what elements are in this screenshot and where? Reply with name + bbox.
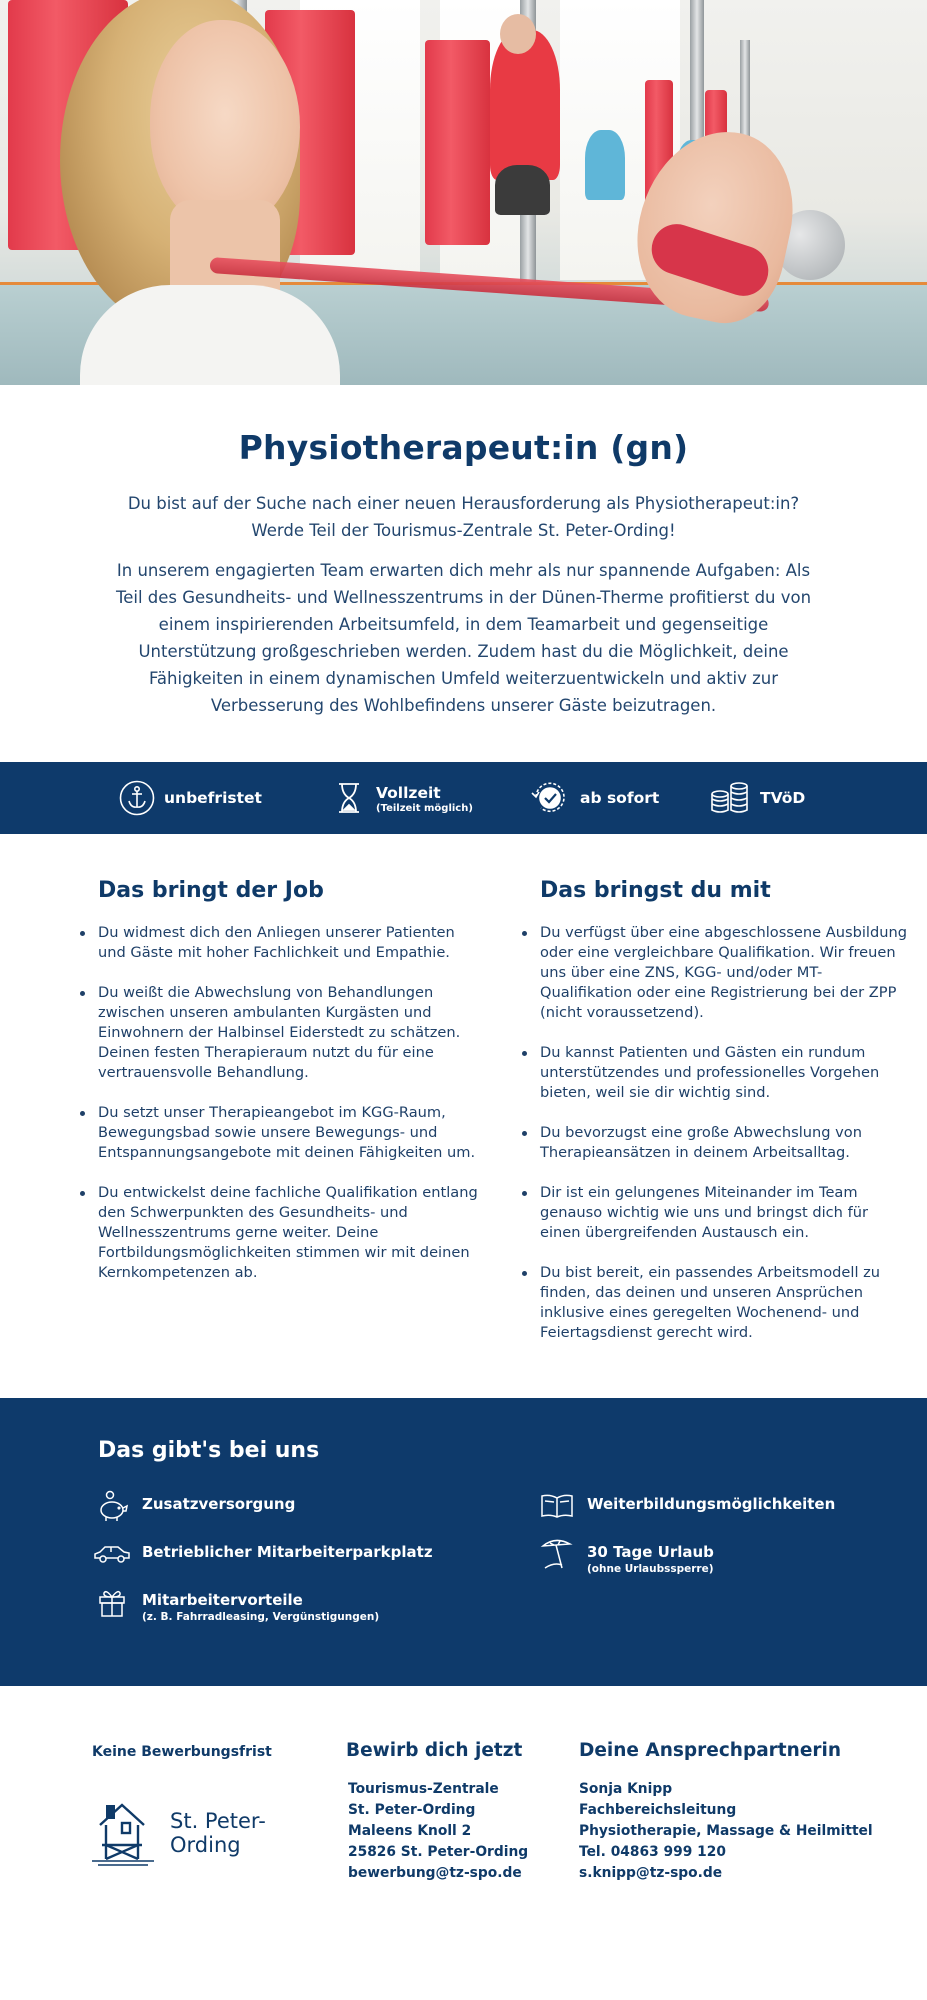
- list-item: Du entwickelst deine fachliche Qualifikation entlang den Schwerpunkten des Gesundheits- und Wellnesszentrums gerne weiter. Deine Fortbildungsmöglichkeiten stimmen wir mit deinen Kernkompetenzen ab.: [98, 1184, 478, 1281]
- hourglass-icon: [330, 779, 368, 817]
- benefit-label: Betrieblicher Mitarbeiterparkplatz: [142, 1543, 433, 1561]
- contact-heading-wrap: [579, 1740, 841, 1761]
- fact-label: TVöD: [760, 789, 806, 807]
- contact-department: Physiotherapie, Massage & Heilmittel: [579, 1823, 873, 1839]
- benefits-heading: Das gibt's bei uns: [98, 1438, 320, 1463]
- list-item: Du kannst Patienten und Gästen ein rundum unterstützendes und professionelles Vorgehen bieten, weil sie dir wichtig sind.: [540, 1043, 910, 1103]
- company-logo: [92, 1795, 292, 1870]
- fact-label: ab sofort: [580, 789, 660, 807]
- hero-image: [0, 0, 927, 385]
- benefit-training: [537, 1490, 835, 1522]
- list-item: Dir ist ein gelungenes Miteinander im Team genauso wichtig wie uns und bringst dich für einen übergreifenden Austausch ein.: [540, 1183, 910, 1243]
- requirements-section: [540, 878, 910, 1363]
- parasol-icon: [537, 1538, 577, 1570]
- address-line: Maleens Knoll 2: [348, 1823, 472, 1839]
- benefits-section: [0, 1398, 927, 1686]
- fact-label: unbefristet: [164, 789, 262, 807]
- fact-salary: [708, 762, 805, 834]
- contact-heading: Deine Ansprechpartnerin: [579, 1740, 841, 1761]
- benefit-label: Mitarbeitervorteile: [142, 1591, 303, 1609]
- list-item: Du widmest dich den Anliegen unserer Patienten und Gäste mit hoher Fachlichkeit und Empathie.: [98, 923, 478, 963]
- job-offer-heading: Das bringt der Job: [98, 878, 324, 903]
- benefit-perks: [92, 1586, 379, 1623]
- fact-sublabel: (Teilzeit möglich): [376, 802, 473, 814]
- logo-text-line1: St. Peter-: [170, 1809, 266, 1833]
- benefit-label: Zusatzversorgung: [142, 1495, 296, 1513]
- list-item: Du verfügst über eine abgeschlossene Ausbildung oder eine vergleichbare Qualifikation. Wir freuen uns über eine ZNS, KGG- und/oder MT-Qualifikation oder eine Registrierung bei der ZPP (nicht voraussetzend).: [540, 923, 910, 1023]
- address-line: Tourismus-Zentrale: [348, 1781, 499, 1797]
- fact-contract: [118, 762, 262, 834]
- benefit-label: 30 Tage Urlaub: [587, 1543, 714, 1561]
- contact-phone-link[interactable]: Tel. 04863 999 120: [579, 1844, 726, 1860]
- benefit-sublabel: (z. B. Fahrradleasing, Vergünstigungen): [142, 1611, 380, 1623]
- list-item: Du bevorzugst eine große Abwechslung von Therapieansätzen in deinem Arbeitsalltag.: [540, 1123, 910, 1163]
- contact-name: Sonja Knipp: [579, 1781, 673, 1797]
- benefit-label: Weiterbildungsmöglichkeiten: [587, 1495, 836, 1513]
- fact-hours: [330, 762, 473, 834]
- clock-icon: [528, 779, 572, 817]
- apply-heading-wrap: [346, 1740, 522, 1761]
- job-offer-list: [98, 923, 478, 1283]
- list-item: Du bist bereit, ein passendes Arbeitsmodell zu finden, das deinen und unseren Ansprüchen inklusive eines geregelten Wochenend- und Feiertagsdienst gerecht wird.: [540, 1263, 910, 1343]
- book-icon: [537, 1490, 577, 1522]
- requirements-list: [540, 923, 910, 1343]
- contact-role: Fachbereichsleitung: [579, 1802, 737, 1818]
- benefit-parking: [92, 1538, 433, 1570]
- apply-email-link[interactable]: bewerbung@tz-spo.de: [348, 1865, 522, 1881]
- car-icon: [92, 1538, 132, 1570]
- no-deadline-note: Keine Bewerbungsfrist: [92, 1744, 272, 1760]
- benefit-pension: [92, 1490, 295, 1522]
- facts-bar: [0, 762, 927, 834]
- apply-heading: Bewirb dich jetzt: [346, 1740, 523, 1761]
- list-item: Du setzt unser Therapieangebot im KGG-Raum, Bewegungsbad sowie unsere Bewegungs- und Entspannungsangebote mit deinen Fähigkeiten um.: [98, 1103, 478, 1163]
- benefit-vacation: [537, 1538, 714, 1575]
- job-offer-section: [98, 878, 478, 1303]
- coins-icon: [708, 779, 752, 817]
- requirements-heading: Das bringst du mit: [540, 878, 771, 903]
- contact-details: [579, 1779, 873, 1884]
- fact-start: [528, 762, 659, 834]
- gift-icon: [92, 1586, 132, 1618]
- address-line: St. Peter-Ording: [348, 1802, 476, 1818]
- contact-email-link[interactable]: s.knipp@tz-spo.de: [579, 1865, 723, 1881]
- fact-label: Vollzeit: [376, 783, 441, 802]
- job-title: Physiotherapeut:in (gn): [238, 428, 689, 467]
- apply-address: [348, 1779, 528, 1884]
- intro-text-1: Du bist auf der Suche nach einer neuen Herausforderung als Physiotherapeut:in? Werde Teil der Tourismus-Zentrale St. Peter-Ording!: [127, 494, 800, 540]
- address-line: 25826 St. Peter-Ording: [348, 1844, 529, 1860]
- piggy-bank-icon: [92, 1490, 132, 1522]
- anchor-icon: [118, 779, 156, 817]
- logo-text-line2: Ording: [170, 1833, 241, 1857]
- list-item: Du weißt die Abwechslung von Behandlungen zwischen unseren ambulanten Kurgästen und Einwohnern der Halbinsel Eiderstedt zu schätzen. Deinen festen Therapieraum nutzt du für eine vertrauensvolle Behandlung.: [98, 983, 478, 1083]
- intro-text-2: In unserem engagierten Team erwarten dich mehr als nur spannende Aufgaben: Als Teil des Gesundheits- und Wellnesszentrums in der Dünen-Therme profitierst du von einem inspirierenden Arbeitsumfeld, in dem Teamarbeit und gegenseitige Unterstützung großgeschrieben werden. Zudem hast du die Möglichkeit, deine Fähigkeiten in einem dynamischen Umfeld weiterzuentwickeln und aktiv zur Verbesserung des Wohlbefindens unserer Gäste beizutragen.: [115, 561, 812, 715]
- benefit-sublabel: (ohne Urlaubssperre): [587, 1563, 714, 1575]
